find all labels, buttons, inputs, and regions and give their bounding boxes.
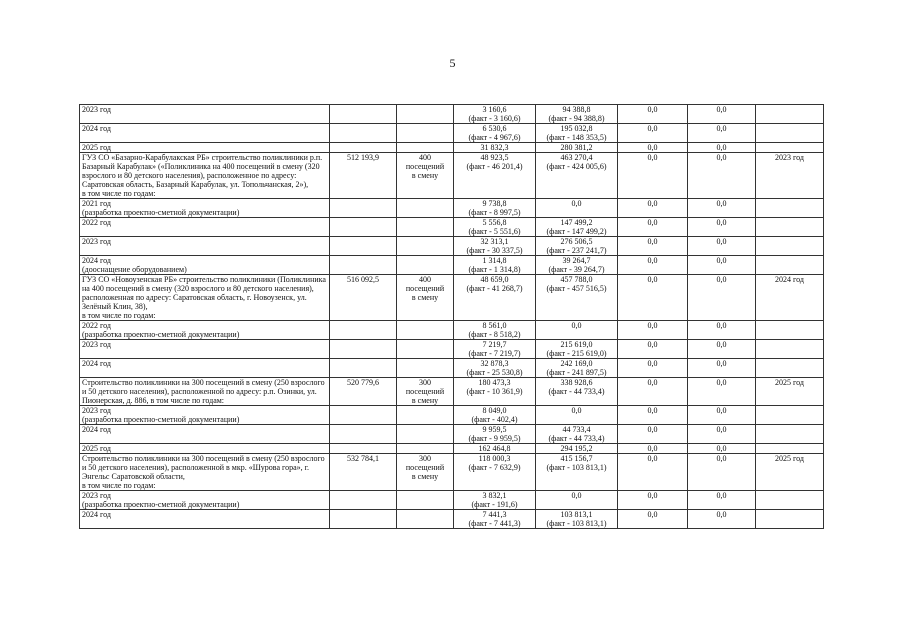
table-cell: 0,0 (536, 199, 618, 218)
table-cell: 0,0 (618, 143, 688, 153)
table-cell: 0,0 (618, 406, 688, 425)
table-cell: 94 388,8 (факт - 94 388,8) (536, 105, 618, 124)
table-cell: 0,0 (688, 321, 756, 340)
table-cell: 2024 год (80, 359, 330, 378)
table-cell: 2022 год (разработка проектно-сметной документации) (80, 321, 330, 340)
table-cell (397, 237, 454, 256)
table-cell: 48 923,5 (факт - 46 201,4) (454, 153, 536, 199)
table-cell: 516 092,5 (330, 275, 397, 321)
table-cell: 532 784,1 (330, 454, 397, 491)
table-row-year (80, 444, 824, 454)
table-cell: 103 813,1 (факт - 103 813,1) (536, 510, 618, 529)
table-cell (397, 425, 454, 444)
table-cell (397, 143, 454, 153)
table-cell (330, 406, 397, 425)
table-cell: 2024 год (80, 510, 330, 529)
table-cell (330, 321, 397, 340)
table-cell: 0,0 (618, 275, 688, 321)
table-cell: 2025 год (756, 378, 824, 406)
table-cell: 44 733,4 (факт - 44 733,4) (536, 425, 618, 444)
table-cell (330, 340, 397, 359)
table-cell: 162 464,8 (454, 444, 536, 454)
table-cell: 0,0 (688, 359, 756, 378)
table-cell (756, 143, 824, 153)
table-cell: 0,0 (618, 444, 688, 454)
table-cell (756, 218, 824, 237)
table-cell (397, 124, 454, 143)
table-cell (397, 406, 454, 425)
table-row-year (80, 425, 824, 444)
table-cell: 7 219,7 (факт - 7 219,7) (454, 340, 536, 359)
table-cell: 2025 год (80, 444, 330, 454)
table-cell: 0,0 (618, 491, 688, 510)
table-row-object (80, 454, 824, 491)
table-cell: 0,0 (688, 153, 756, 199)
table-cell (330, 491, 397, 510)
table-cell (330, 199, 397, 218)
table-cell: 457 788,0 (факт - 457 516,5) (536, 275, 618, 321)
table-cell: 32 878,3 (факт - 25 530,8) (454, 359, 536, 378)
table-row-year (80, 340, 824, 359)
table-cell (330, 510, 397, 529)
table-cell: 415 156,7 (факт - 103 813,1) (536, 454, 618, 491)
table-cell: 2024 год (80, 124, 330, 143)
table-cell (397, 510, 454, 529)
table-cell: 0,0 (618, 340, 688, 359)
table-cell: 0,0 (618, 199, 688, 218)
table-cell (756, 425, 824, 444)
table-cell (756, 444, 824, 454)
table-cell (397, 491, 454, 510)
table-cell: 0,0 (618, 218, 688, 237)
table-cell: 0,0 (688, 444, 756, 454)
table-cell: 463 270,4 (факт - 424 005,6) (536, 153, 618, 199)
table-cell (330, 143, 397, 153)
table-cell: 276 506,5 (факт - 237 241,7) (536, 237, 618, 256)
table-cell: 0,0 (536, 406, 618, 425)
table-cell: 118 000,3 (факт - 7 632,9) (454, 454, 536, 491)
table-cell (756, 359, 824, 378)
table-cell: 1 314,8 (факт - 1 314,8) (454, 256, 536, 275)
table-cell (330, 256, 397, 275)
table-cell (397, 321, 454, 340)
table-cell: 0,0 (688, 378, 756, 406)
table-cell: 0,0 (688, 425, 756, 444)
table-cell: 32 313,1 (факт - 30 337,5) (454, 237, 536, 256)
table-cell: 3 832,1 (факт - 191,6) (454, 491, 536, 510)
table-cell (330, 444, 397, 454)
table-cell: 0,0 (688, 406, 756, 425)
table-cell (756, 237, 824, 256)
table-cell (330, 237, 397, 256)
table-cell (397, 105, 454, 124)
table-cell: 180 473,3 (факт - 10 361,9) (454, 378, 536, 406)
table-row-year (80, 105, 824, 124)
table-cell: 9 738,8 (факт - 8 997,5) (454, 199, 536, 218)
table-cell: 0,0 (688, 275, 756, 321)
table-cell: 0,0 (536, 491, 618, 510)
table-cell (330, 359, 397, 378)
table-row-year (80, 359, 824, 378)
table-cell: 8 049,0 (факт - 402,4) (454, 406, 536, 425)
table-cell: 31 832,3 (454, 143, 536, 153)
table-cell: ГУЗ СО «Новоузенская РБ» строительство поликлиники (Поликлиника на 400 посещений в смену (320 взрослого и 80 детского населения), расположенная по адресу: Саратовская область, г. Новоузенск, ул. Зелёный Клин, 38), в том числе по годам: (80, 275, 330, 321)
table-cell (756, 321, 824, 340)
table-cell: 0,0 (618, 153, 688, 199)
table-cell: 8 561,0 (факт - 8 518,2) (454, 321, 536, 340)
table-cell: 3 160,6 (факт - 3 160,6) (454, 105, 536, 124)
table-row-year (80, 321, 824, 340)
table-row-year (80, 124, 824, 143)
table-row-year (80, 237, 824, 256)
table-cell: 2021 год (разработка проектно-сметной документации) (80, 199, 330, 218)
table-cell: 215 619,0 (факт - 215 619,0) (536, 340, 618, 359)
table-cell: 294 195,2 (536, 444, 618, 454)
table-cell: 7 441,3 (факт - 7 441,3) (454, 510, 536, 529)
table-cell (397, 340, 454, 359)
table-row-year (80, 510, 824, 529)
table-cell (756, 105, 824, 124)
table-cell: ГУЗ СО «Базарно-Карабулакская РБ» строительство поликлиники р.п. Базарный Карабулак» («Поликлиника на 400 посещений в смену (320 взрослого и 80 детского населения), расположенное по адресу: Саратовская область, Базарный Карабулак, ул. Топольчанская, 2»), в том числе по годам: (80, 153, 330, 199)
table-cell: 39 264,7 (факт - 39 264,7) (536, 256, 618, 275)
table-cell: 0,0 (688, 510, 756, 529)
table-cell: 0,0 (618, 510, 688, 529)
table-cell (397, 218, 454, 237)
table-cell: 2023 год (разработка проектно-сметной документации) (80, 491, 330, 510)
table-cell (756, 199, 824, 218)
table-cell (330, 105, 397, 124)
table-cell: 2023 год (80, 340, 330, 359)
table-cell: 338 928,6 (факт - 44 733,4) (536, 378, 618, 406)
table-cell: 0,0 (618, 454, 688, 491)
table-cell: 48 659,0 (факт - 41 268,7) (454, 275, 536, 321)
table-cell: 2023 год (80, 237, 330, 256)
table-cell (330, 124, 397, 143)
table-cell: 0,0 (688, 454, 756, 491)
table-cell: 2024 год (дооснащение оборудованием) (80, 256, 330, 275)
table-cell: 2023 год (756, 153, 824, 199)
funding-table (79, 104, 824, 529)
table-cell (756, 406, 824, 425)
table-cell: 2024 год (80, 425, 330, 444)
table-cell (330, 425, 397, 444)
table-cell: 0,0 (688, 143, 756, 153)
table-cell: 0,0 (688, 237, 756, 256)
table-cell: Строительство поликлиники на 300 посещений в смену (250 взрослого и 50 детского населения), расположенной в мкр. «Шурова гора», г. Энгельс Саратовской области, в том числе по годам: (80, 454, 330, 491)
table-row-object (80, 275, 824, 321)
table-row-year (80, 406, 824, 425)
table-cell: 6 530,6 (факт - 4 967,6) (454, 124, 536, 143)
table-cell: 0,0 (618, 321, 688, 340)
table-cell: 0,0 (688, 218, 756, 237)
table-cell: 400 посещений в смену (397, 275, 454, 321)
table-cell: 0,0 (688, 124, 756, 143)
table-cell: 9 959,5 (факт - 9 959,5) (454, 425, 536, 444)
table-row-object (80, 378, 824, 406)
table-cell: 0,0 (536, 321, 618, 340)
table-cell: 300 посещений в смену (397, 454, 454, 491)
table-cell: 0,0 (618, 105, 688, 124)
table-row-year (80, 218, 824, 237)
table-cell: 280 381,2 (536, 143, 618, 153)
table-cell: 0,0 (618, 425, 688, 444)
table-cell: 2023 год (80, 105, 330, 124)
table-cell: 0,0 (618, 124, 688, 143)
table-cell: 0,0 (688, 340, 756, 359)
table-row-object (80, 153, 824, 199)
table-cell: 242 169,0 (факт - 241 897,5) (536, 359, 618, 378)
table-row-year (80, 491, 824, 510)
table-cell: 0,0 (618, 378, 688, 406)
table-cell (756, 491, 824, 510)
table-cell: 0,0 (688, 199, 756, 218)
table-cell: 0,0 (618, 359, 688, 378)
table-cell: 2025 год (756, 454, 824, 491)
table-cell: 2025 год (80, 143, 330, 153)
table-cell (756, 340, 824, 359)
table-cell (756, 256, 824, 275)
table-cell: 2023 год (разработка проектно-сметной документации) (80, 406, 330, 425)
table-cell: 512 193,9 (330, 153, 397, 199)
table-cell (397, 199, 454, 218)
table-cell: 0,0 (688, 105, 756, 124)
table-cell: 0,0 (618, 237, 688, 256)
table-cell: 2024 год (756, 275, 824, 321)
table-cell: 400 посещений в смену (397, 153, 454, 199)
table-row-year (80, 256, 824, 275)
table-cell: 0,0 (688, 491, 756, 510)
table-body (80, 105, 824, 529)
table-cell: 0,0 (688, 256, 756, 275)
table-cell: 300 посещений в смену (397, 378, 454, 406)
table-cell (397, 444, 454, 454)
table-cell: 147 499,2 (факт - 147 499,2) (536, 218, 618, 237)
table-cell (756, 510, 824, 529)
table-cell (330, 218, 397, 237)
table-cell: 2022 год (80, 218, 330, 237)
table-cell: 195 032,8 (факт - 148 353,5) (536, 124, 618, 143)
table-cell: Строительство поликлиники на 300 посещений в смену (250 взрослого и 50 детского населения), расположенной по адресу: р.п. Озинки, ул. Пионерская, д. 886, в том числе по годам: (80, 378, 330, 406)
table-cell (397, 359, 454, 378)
table-cell (756, 124, 824, 143)
table-cell (397, 256, 454, 275)
table-cell: 520 779,6 (330, 378, 397, 406)
table-row-year (80, 199, 824, 218)
table-cell: 5 556,8 (факт - 5 551,6) (454, 218, 536, 237)
page-number: 5 (449, 56, 456, 70)
table-row-year (80, 143, 824, 153)
table-cell: 0,0 (618, 256, 688, 275)
